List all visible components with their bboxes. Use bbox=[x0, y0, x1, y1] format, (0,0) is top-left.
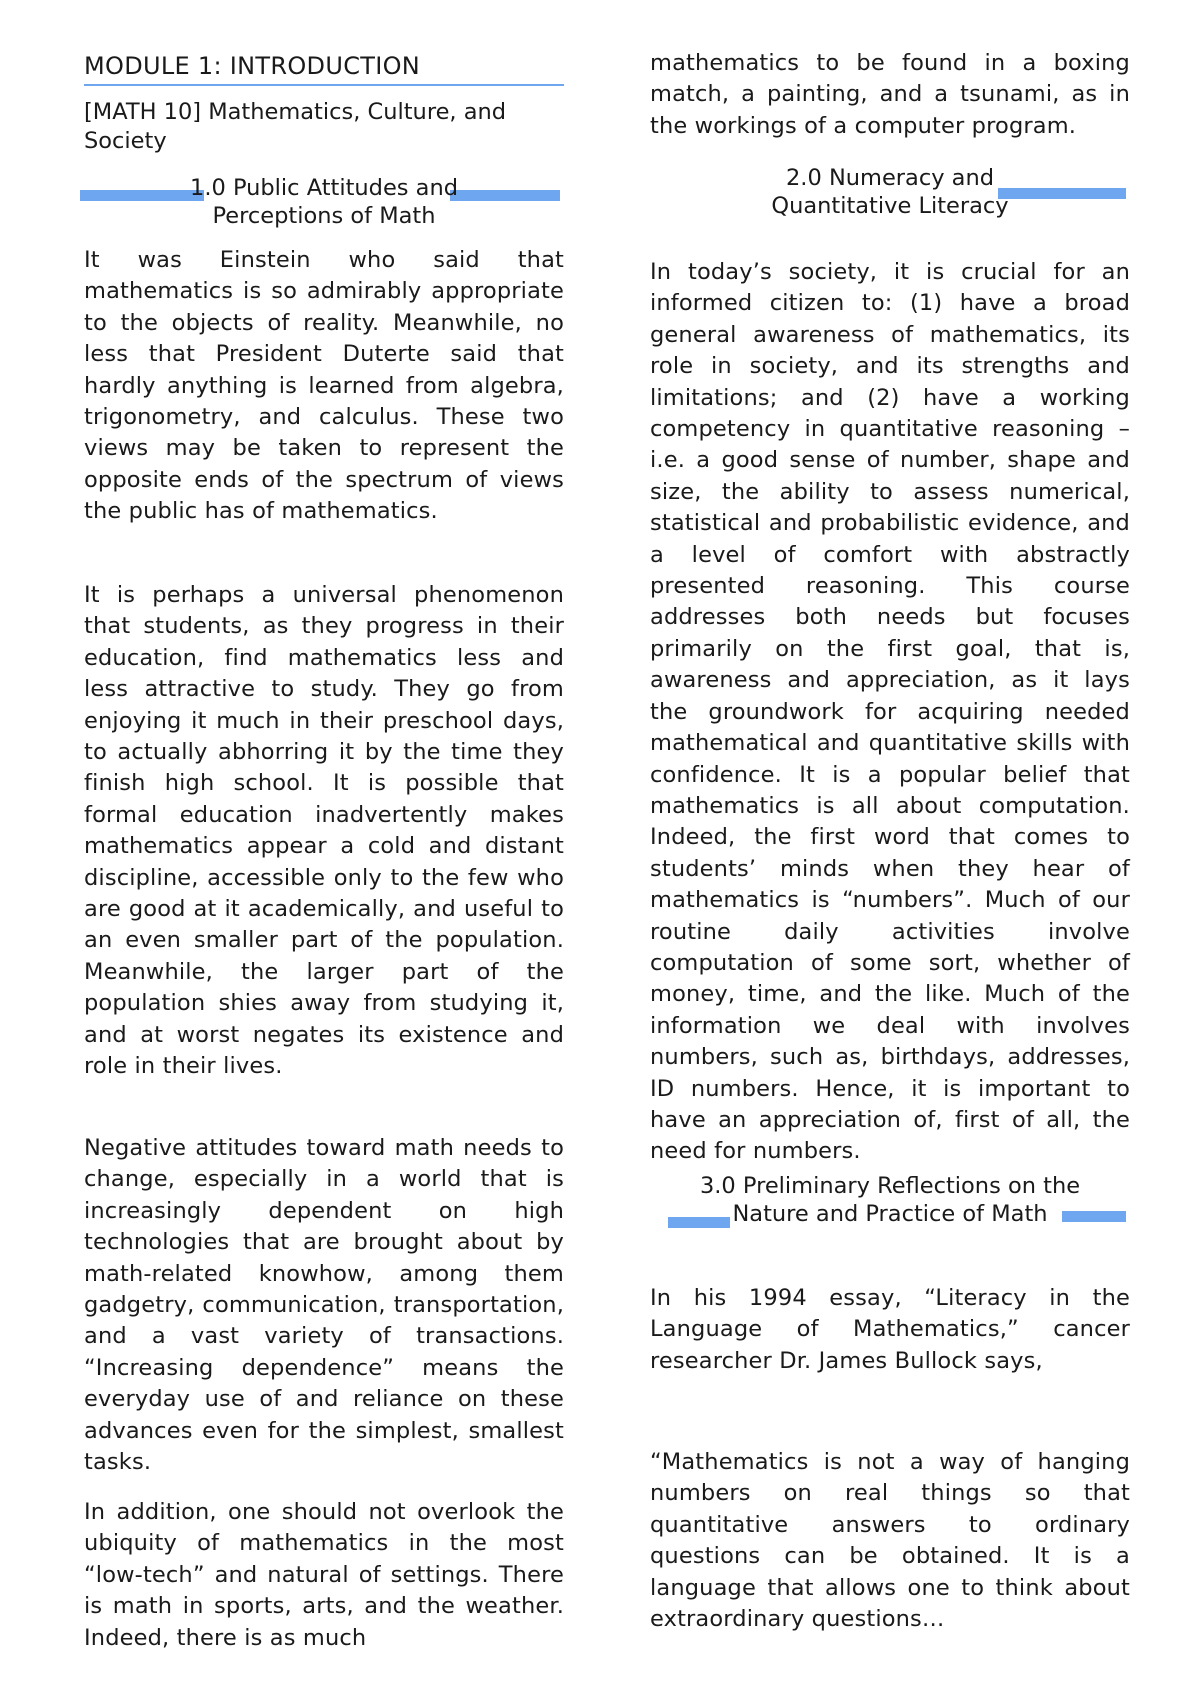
section-2-heading bbox=[740, 164, 1040, 220]
section-3-title-line1: Preliminary Reflections on the bbox=[742, 1173, 1081, 1199]
section-1-title-line2: Perceptions of Math bbox=[212, 203, 436, 229]
course-title: [MATH 10] Mathematics, Culture, and Society bbox=[84, 99, 507, 154]
section-1-title-line1: Public Attitudes and bbox=[232, 175, 458, 201]
section-3-title-line2: Nature and Practice of Math bbox=[732, 1201, 1048, 1227]
quote-paragraph: “Mathematics is not a way of hanging numbers on real things so that quantitative answers to ordinary questions can be obtained. It is a language that allows one to think about extraordinary questions… bbox=[650, 1449, 1130, 1633]
section-2-number: 2.0 bbox=[785, 165, 822, 191]
paragraph: Negative attitudes toward math needs to change, especially in a world that is increasingly dependent on high technologies that are brought about by math-related knowhow, among them gadgetry, communication, transportation, and a vast variety of transactions. “Increasing dependence” means the everyday use of and reliance on these advances even for the simplest, smallest tasks. bbox=[84, 1135, 564, 1476]
paragraph: mathematics to be found in a boxing match, a painting, and a tsunami, as in the workings of a computer program. bbox=[650, 50, 1130, 139]
section-2-title-line1: Numeracy and bbox=[828, 165, 994, 191]
section-2-title-line2: Quantitative Literacy bbox=[771, 193, 1009, 219]
section-3-number: 3.0 bbox=[699, 1173, 736, 1199]
section-1-number: 1.0 bbox=[190, 175, 226, 201]
section-1-heading bbox=[154, 174, 494, 230]
paragraph: In addition, one should not overlook the ubiquity of mathematics in the most “low-tech” and natural of settings. There is math in sports, arts, and the weather. Indeed, there is as much bbox=[84, 1499, 564, 1651]
paragraph: It is perhaps a universal phenomenon that students, as they progress in their education, find mathematics less and less attractive to study. They go from enjoying it much in their preschool days, to actually abhorring it by the time they finish high school. It is possible that formal education inadvertently makes mathematics appear a cold and distant discipline, accessible only to the few who are good at it academically, and useful to an even smaller part of the population. Meanwhile, the larger part of the population shies away from studying it, and at worst negates its existence and role in their lives. bbox=[84, 582, 564, 1080]
module-title: MODULE 1: INTRODUCTION bbox=[84, 50, 564, 86]
section-3-heading bbox=[670, 1172, 1110, 1228]
paragraph: In today’s society, it is crucial for an informed citizen to: (1) have a broad general awareness of mathematics, its role in society, and its strengths and limitations; and (2) have a working competency in quantitative reasoning – i.e. a good sense of number, shape and size, the ability to assess numerical, statistical and probabilistic evidence, and a level of comfort with abstractly presented reasoning. This course addresses both needs but focuses primarily on the first goal, that is, awareness and appreciation, as it lays the groundwork for acquiring needed mathematical and quantitative skills with confidence. It is a popular belief that mathematics is all about computation. Indeed, the first word that comes to students’ minds when they hear of mathematics is “numbers”. Much of our routine daily activities involve computation of some sort, whether of money, time, and the like. Much of the information we deal with involves numbers, such as, birthdays, addresses, ID numbers. Hence, it is important to have an appreciation of, first of all, the need for numbers. bbox=[650, 259, 1130, 1165]
paragraph: It was Einstein who said that mathematics is so admirably appropriate to the objects of reality. Meanwhile, no less that President Duterte said that hardly anything is learned from algebra, trigonometry, and calculus. These two views may be taken to represent the opposite ends of the spectrum of views the public has of mathematics. bbox=[84, 247, 564, 525]
paragraph: In his 1994 essay, “Literacy in the Language of Mathematics,” cancer researcher Dr. James Bullock says, bbox=[650, 1285, 1130, 1374]
